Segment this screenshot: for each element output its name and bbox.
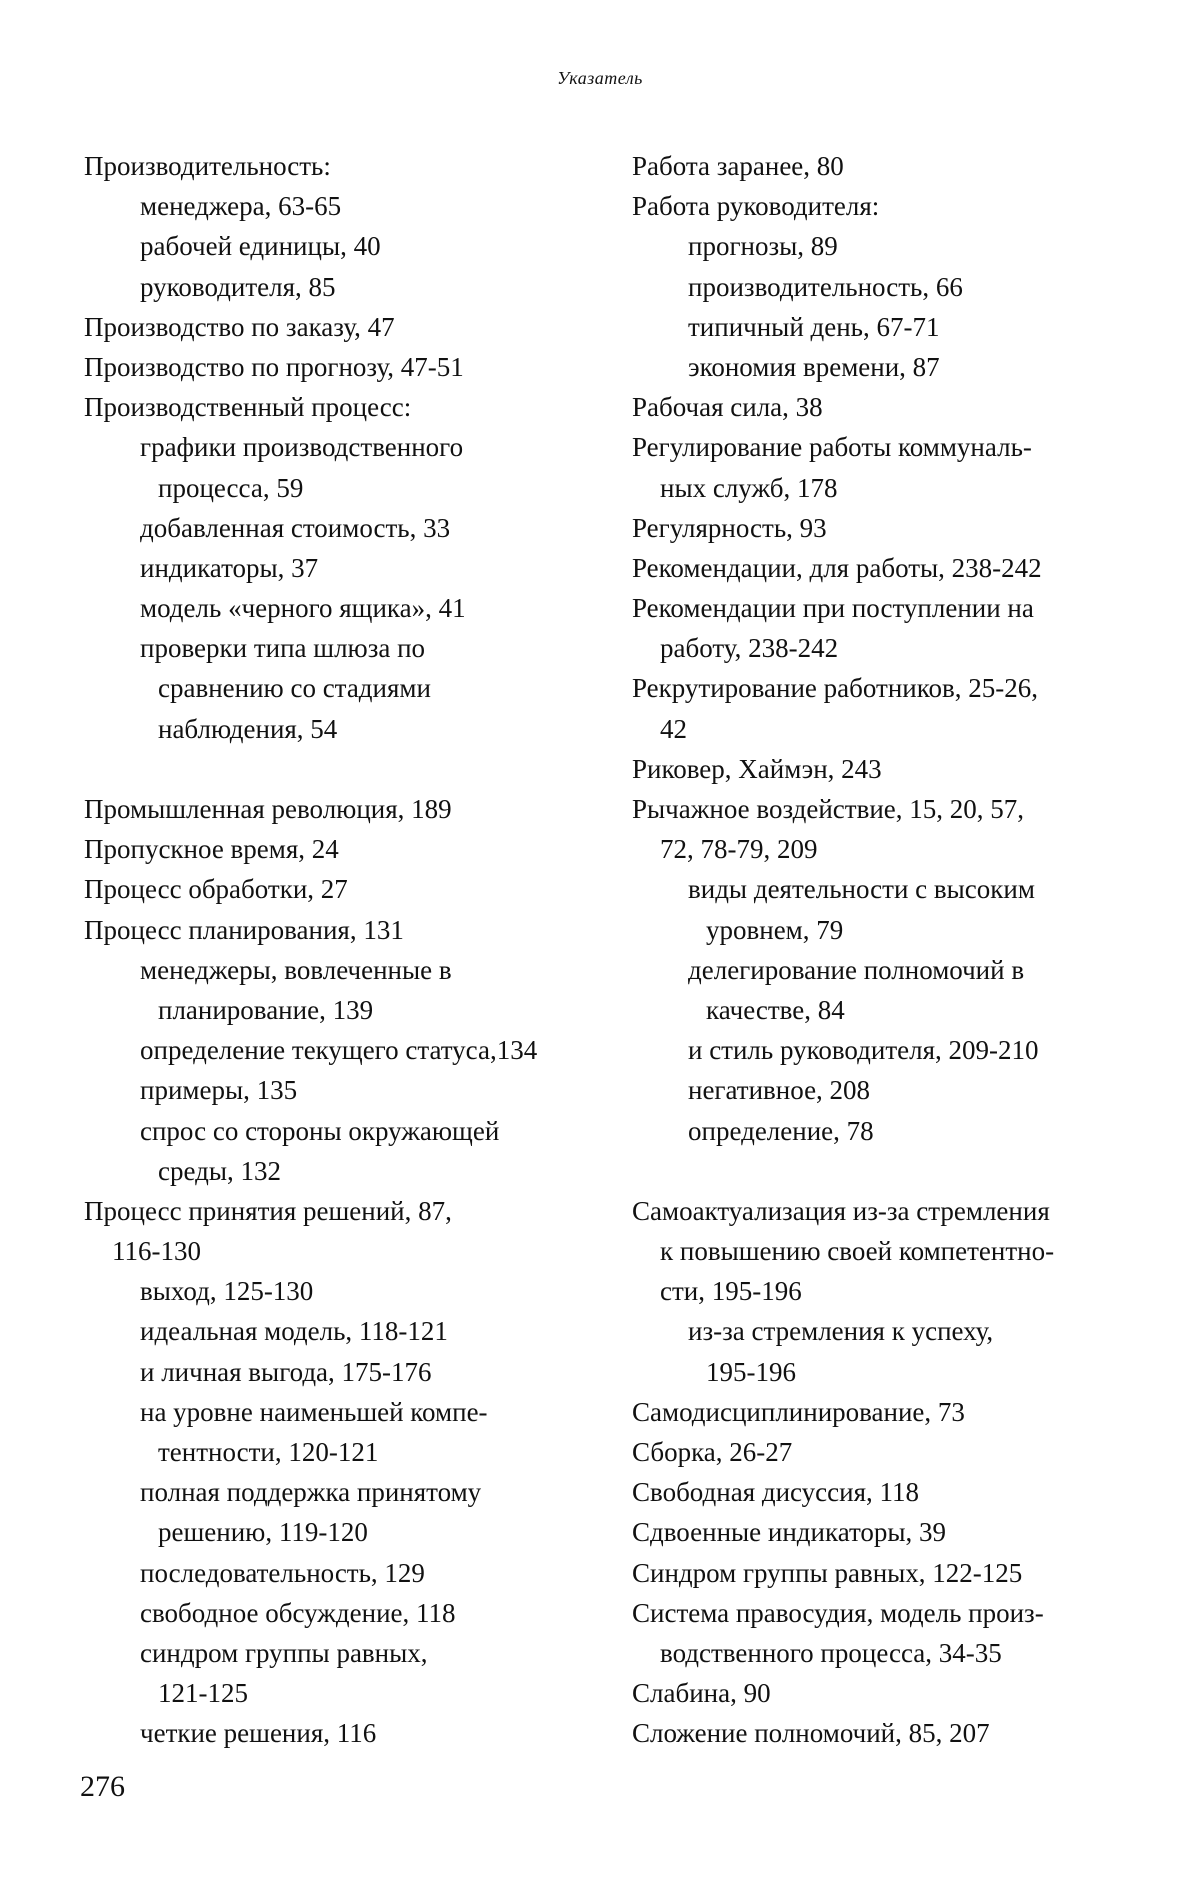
index-subentry: менеджеры, вовлеченные в xyxy=(140,954,452,985)
index-subentry: сти, 195-196 xyxy=(660,1276,802,1307)
index-entry: Производство по прогнозу, 47-51 xyxy=(84,351,464,382)
index-subentry: добавленная стоимость, 33 xyxy=(140,512,451,543)
index-subentry: делегирование полномочий в xyxy=(688,954,1025,985)
index-entry: Производственный процесс: xyxy=(84,392,412,423)
index-subentry: проверки типа шлюза по xyxy=(140,633,426,664)
index-subentry: на уровне наименьшей компе- xyxy=(140,1396,488,1427)
index-entry: Рекомендации при поступлении на xyxy=(632,593,1034,624)
blank-line xyxy=(632,1151,1152,1191)
index-subentry: 42 xyxy=(660,713,687,744)
index-subentry: менеджера, 63-65 xyxy=(140,191,342,222)
index-entry: Работа руководителя: xyxy=(632,191,880,222)
index-entry: Производительность: xyxy=(84,151,331,181)
index-subentry: спрос со стороны окружающей xyxy=(140,1115,500,1146)
index-entry: Сборка, 26-27 xyxy=(632,1437,793,1467)
index-subentry: ных служб, 178 xyxy=(660,472,838,503)
index-entry: Процесс обработки, 27 xyxy=(84,874,348,905)
blank-line xyxy=(84,749,624,789)
index-subentry: экономия времени, 87 xyxy=(688,351,940,382)
index-subentry: и стиль руководителя, 209-210 xyxy=(688,1035,1039,1066)
index-subentry: руководителя, 85 xyxy=(140,271,336,302)
index-entry: Промышленная революция, 189 xyxy=(84,794,452,824)
index-subentry: определение, 78 xyxy=(688,1115,874,1146)
index-subentry: прогнозы, 89 xyxy=(688,231,838,262)
index-subentry: к повышению своей компетентно- xyxy=(660,1236,1055,1267)
index-subentry: синдром группы равных, xyxy=(140,1637,428,1668)
index-subentry: свободное обсуждение, 118 xyxy=(140,1597,456,1628)
index-subentry: определение текущего статуса,134 xyxy=(140,1035,538,1066)
index-subentry: рабочей единицы, 40 xyxy=(140,231,381,262)
index-entry: Рабочая сила, 38 xyxy=(632,392,823,423)
running-header: Указатель xyxy=(557,68,643,88)
page-number: 276 xyxy=(80,1770,125,1803)
index-entry: Самодисциплинирование, 73 xyxy=(632,1396,965,1427)
index-subentry: сравнению со стадиями xyxy=(158,673,431,704)
index-subentry: полная поддержка принятому xyxy=(140,1477,482,1508)
index-subentry: производительность, 66 xyxy=(688,271,963,302)
index-subentry: наблюдения, 54 xyxy=(158,713,338,744)
index-subentry: выход, 125-130 xyxy=(140,1276,314,1307)
index-subentry: примеры, 135 xyxy=(140,1075,298,1106)
index-subentry: планирование, 139 xyxy=(158,994,374,1025)
index-left-column xyxy=(84,146,624,1754)
index-subentry: 121-125 xyxy=(158,1678,248,1709)
index-right-column xyxy=(632,146,1152,1754)
index-entry: Слабина, 90 xyxy=(632,1678,771,1709)
index-subentry: 72, 78-79, 209 xyxy=(660,834,818,865)
index-entry: Регулярность, 93 xyxy=(632,512,827,543)
index-entry: Самоактуализация из-за стремления xyxy=(632,1195,1050,1226)
index-subentry: решению, 119-120 xyxy=(158,1517,368,1548)
index-entry: Работа заранее, 80 xyxy=(632,151,844,181)
index-subentry: из-за стремления к успеху, xyxy=(688,1316,994,1347)
index-subentry: последовательность, 129 xyxy=(140,1557,425,1588)
index-subentry: и личная выгода, 175-176 xyxy=(140,1356,432,1387)
index-subentry: четкие решения, 116 xyxy=(140,1718,377,1749)
index-subentry: тентности, 120-121 xyxy=(158,1437,379,1467)
index-subentry: модель «черного ящика», 41 xyxy=(140,593,466,624)
index-subentry: уровнем, 79 xyxy=(706,914,844,945)
index-subentry: качестве, 84 xyxy=(706,994,845,1025)
index-entry: Система правосудия, модель произ- xyxy=(632,1597,1044,1628)
index-subentry: идеальная модель, 118-121 xyxy=(140,1316,448,1347)
index-subentry: типичный день, 67-71 xyxy=(688,311,940,342)
index-entry: Процесс планирования, 131 xyxy=(84,914,404,945)
index-entry: Пропускное время, 24 xyxy=(84,834,339,865)
index-subentry: среды, 132 xyxy=(158,1155,281,1186)
index-subentry: водственного процесса, 34-35 xyxy=(660,1637,1002,1668)
index-entry: Рычажное воздействие, 15, 20, 57, xyxy=(632,794,1025,824)
index-entry: Рекрутирование работников, 25-26, xyxy=(632,673,1038,704)
index-entry: Сложение полномочий, 85, 207 xyxy=(632,1718,990,1749)
index-entry: Процесс принятия решений, 87, xyxy=(84,1195,452,1226)
index-entry: Сдвоенные индикаторы, 39 xyxy=(632,1517,947,1548)
index-entry: Производство по заказу, 47 xyxy=(84,311,395,342)
index-entry: Рекомендации, для работы, 238-242 xyxy=(632,552,1042,583)
index-entry: Свободная дисуссия, 118 xyxy=(632,1477,920,1508)
index-subentry: негативное, 208 xyxy=(688,1075,871,1106)
index-subentry: 116-130 xyxy=(112,1236,201,1267)
index-subentry: виды деятельности с высоким xyxy=(688,874,1035,905)
index-subentry: процесса, 59 xyxy=(158,472,304,503)
index-entry: Синдром группы равных, 122-125 xyxy=(632,1557,1023,1588)
index-subentry: индикаторы, 37 xyxy=(140,552,319,583)
index-subentry: 195-196 xyxy=(706,1356,796,1387)
index-subentry: графики производственного xyxy=(140,432,464,463)
index-entry: Регулирование работы коммуналь- xyxy=(632,432,1032,463)
index-entry: Риковер, Хаймэн, 243 xyxy=(632,753,882,784)
index-subentry: работу, 238-242 xyxy=(660,633,839,664)
